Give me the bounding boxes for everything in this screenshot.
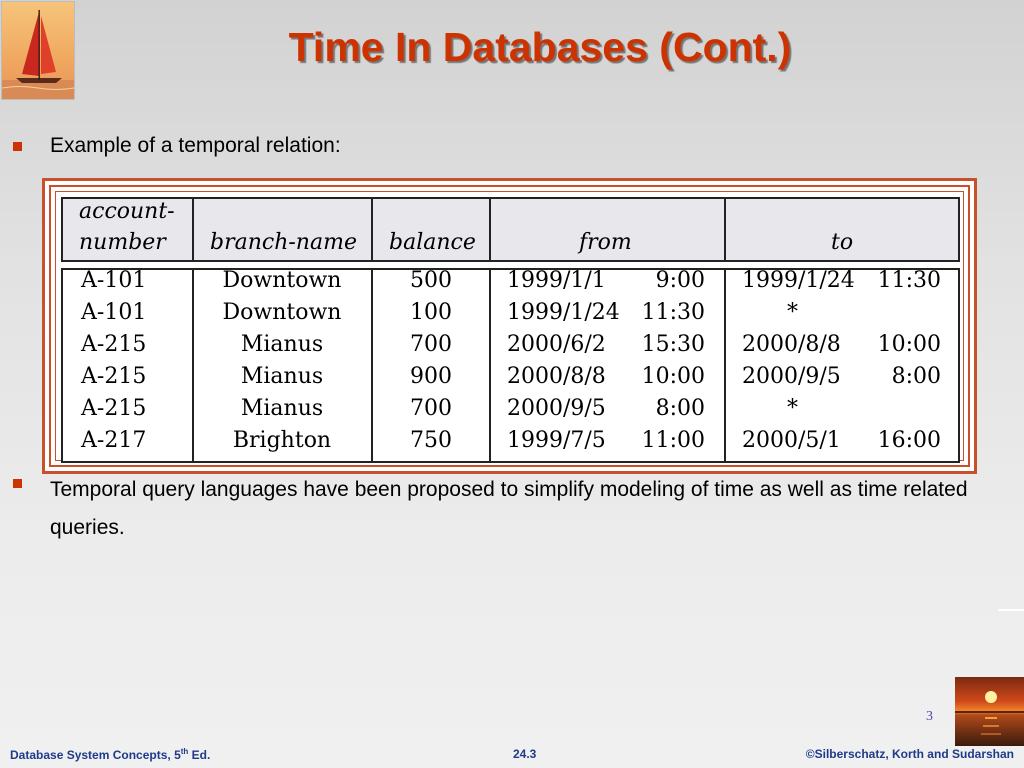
cell-balance: 700	[410, 396, 452, 421]
cell-balance: 750	[410, 428, 452, 453]
sunset-logo-icon	[955, 677, 1024, 746]
cell-account: A-217	[81, 428, 147, 453]
column-divider	[489, 270, 491, 461]
cell-balance: 700	[410, 332, 452, 357]
square-bullet-icon	[13, 479, 22, 488]
cell-branch: Mianus	[240, 332, 324, 357]
cell-from-date: 1999/1/24	[507, 300, 620, 325]
cell-branch: Downtown	[222, 268, 342, 293]
cell-from-date: 1999/1/1	[507, 268, 606, 293]
footer-book-title	[10, 747, 210, 762]
header-branch-name: branch-name	[210, 230, 357, 255]
cell-from-time: 11:30	[641, 300, 705, 325]
cell-balance: 500	[410, 268, 452, 293]
cell-from-date: 2000/6/2	[507, 332, 606, 357]
table-body	[61, 268, 960, 463]
cell-from-time: 15:30	[641, 332, 705, 357]
cell-to-date: *	[787, 300, 798, 325]
column-divider	[724, 270, 726, 461]
cell-to-date: 1999/1/24	[742, 268, 855, 293]
bullet-text-1: Example of a temporal relation:	[50, 134, 341, 157]
header-account-line1: account-	[79, 199, 175, 224]
header-account-number	[79, 196, 175, 258]
footer-book-end: Ed.	[188, 748, 211, 762]
cell-from-date: 1999/7/5	[507, 428, 606, 453]
cell-to-time: 10:00	[877, 332, 941, 357]
footer-copyright: ©Silberschatz, Korth and Sudarshan	[805, 747, 1014, 761]
slide-title: Time In Databases (Cont.)	[288, 24, 792, 70]
header-account-line2: number	[79, 230, 166, 255]
header-from: from	[579, 230, 632, 255]
cell-account: A-215	[81, 396, 147, 421]
cell-to-date: 2000/5/1	[742, 428, 841, 453]
header-balance: balance	[389, 230, 476, 255]
decorative-line	[998, 609, 1024, 611]
column-divider	[371, 199, 373, 260]
cell-branch: Brighton	[232, 428, 332, 453]
cell-from-time: 9:00	[655, 268, 705, 293]
bullet-text-2: Temporal query languages have been proposed to simplify modeling of time as well as time related queries.	[50, 478, 968, 539]
relation-frame	[42, 178, 977, 474]
cell-to-date: *	[787, 396, 798, 421]
cell-from-time: 8:00	[655, 396, 705, 421]
cell-to-date: 2000/9/5	[742, 364, 841, 389]
cell-branch: Mianus	[240, 396, 324, 421]
footer-book-sup: th	[180, 747, 189, 756]
footer-section-number: 24.3	[513, 747, 537, 761]
cell-from-date: 2000/8/8	[507, 364, 606, 389]
footer-book-main: Database System Concepts, 5	[10, 748, 181, 762]
square-bullet-icon	[13, 142, 22, 151]
cell-account: A-101	[81, 268, 147, 293]
cell-from-time: 11:00	[641, 428, 705, 453]
column-divider	[724, 199, 726, 260]
cell-branch: Mianus	[240, 364, 324, 389]
cell-to-date: 2000/8/8	[742, 332, 841, 357]
column-divider	[489, 199, 491, 260]
page-number: 3	[926, 709, 933, 724]
cell-balance: 100	[410, 300, 452, 325]
cell-balance: 900	[410, 364, 452, 389]
cell-branch: Downtown	[222, 300, 342, 325]
cell-to-time: 11:30	[877, 268, 941, 293]
cell-to-time: 8:00	[891, 364, 941, 389]
table-header	[61, 197, 960, 262]
cell-account: A-101	[81, 300, 147, 325]
cell-from-time: 10:00	[641, 364, 705, 389]
cell-from-date: 2000/9/5	[507, 396, 606, 421]
cell-account: A-215	[81, 332, 147, 357]
cell-account: A-215	[81, 364, 147, 389]
header-to: to	[831, 230, 854, 255]
temporal-relation-table	[61, 197, 960, 463]
cell-to-time: 16:00	[877, 428, 941, 453]
column-divider	[192, 199, 194, 260]
